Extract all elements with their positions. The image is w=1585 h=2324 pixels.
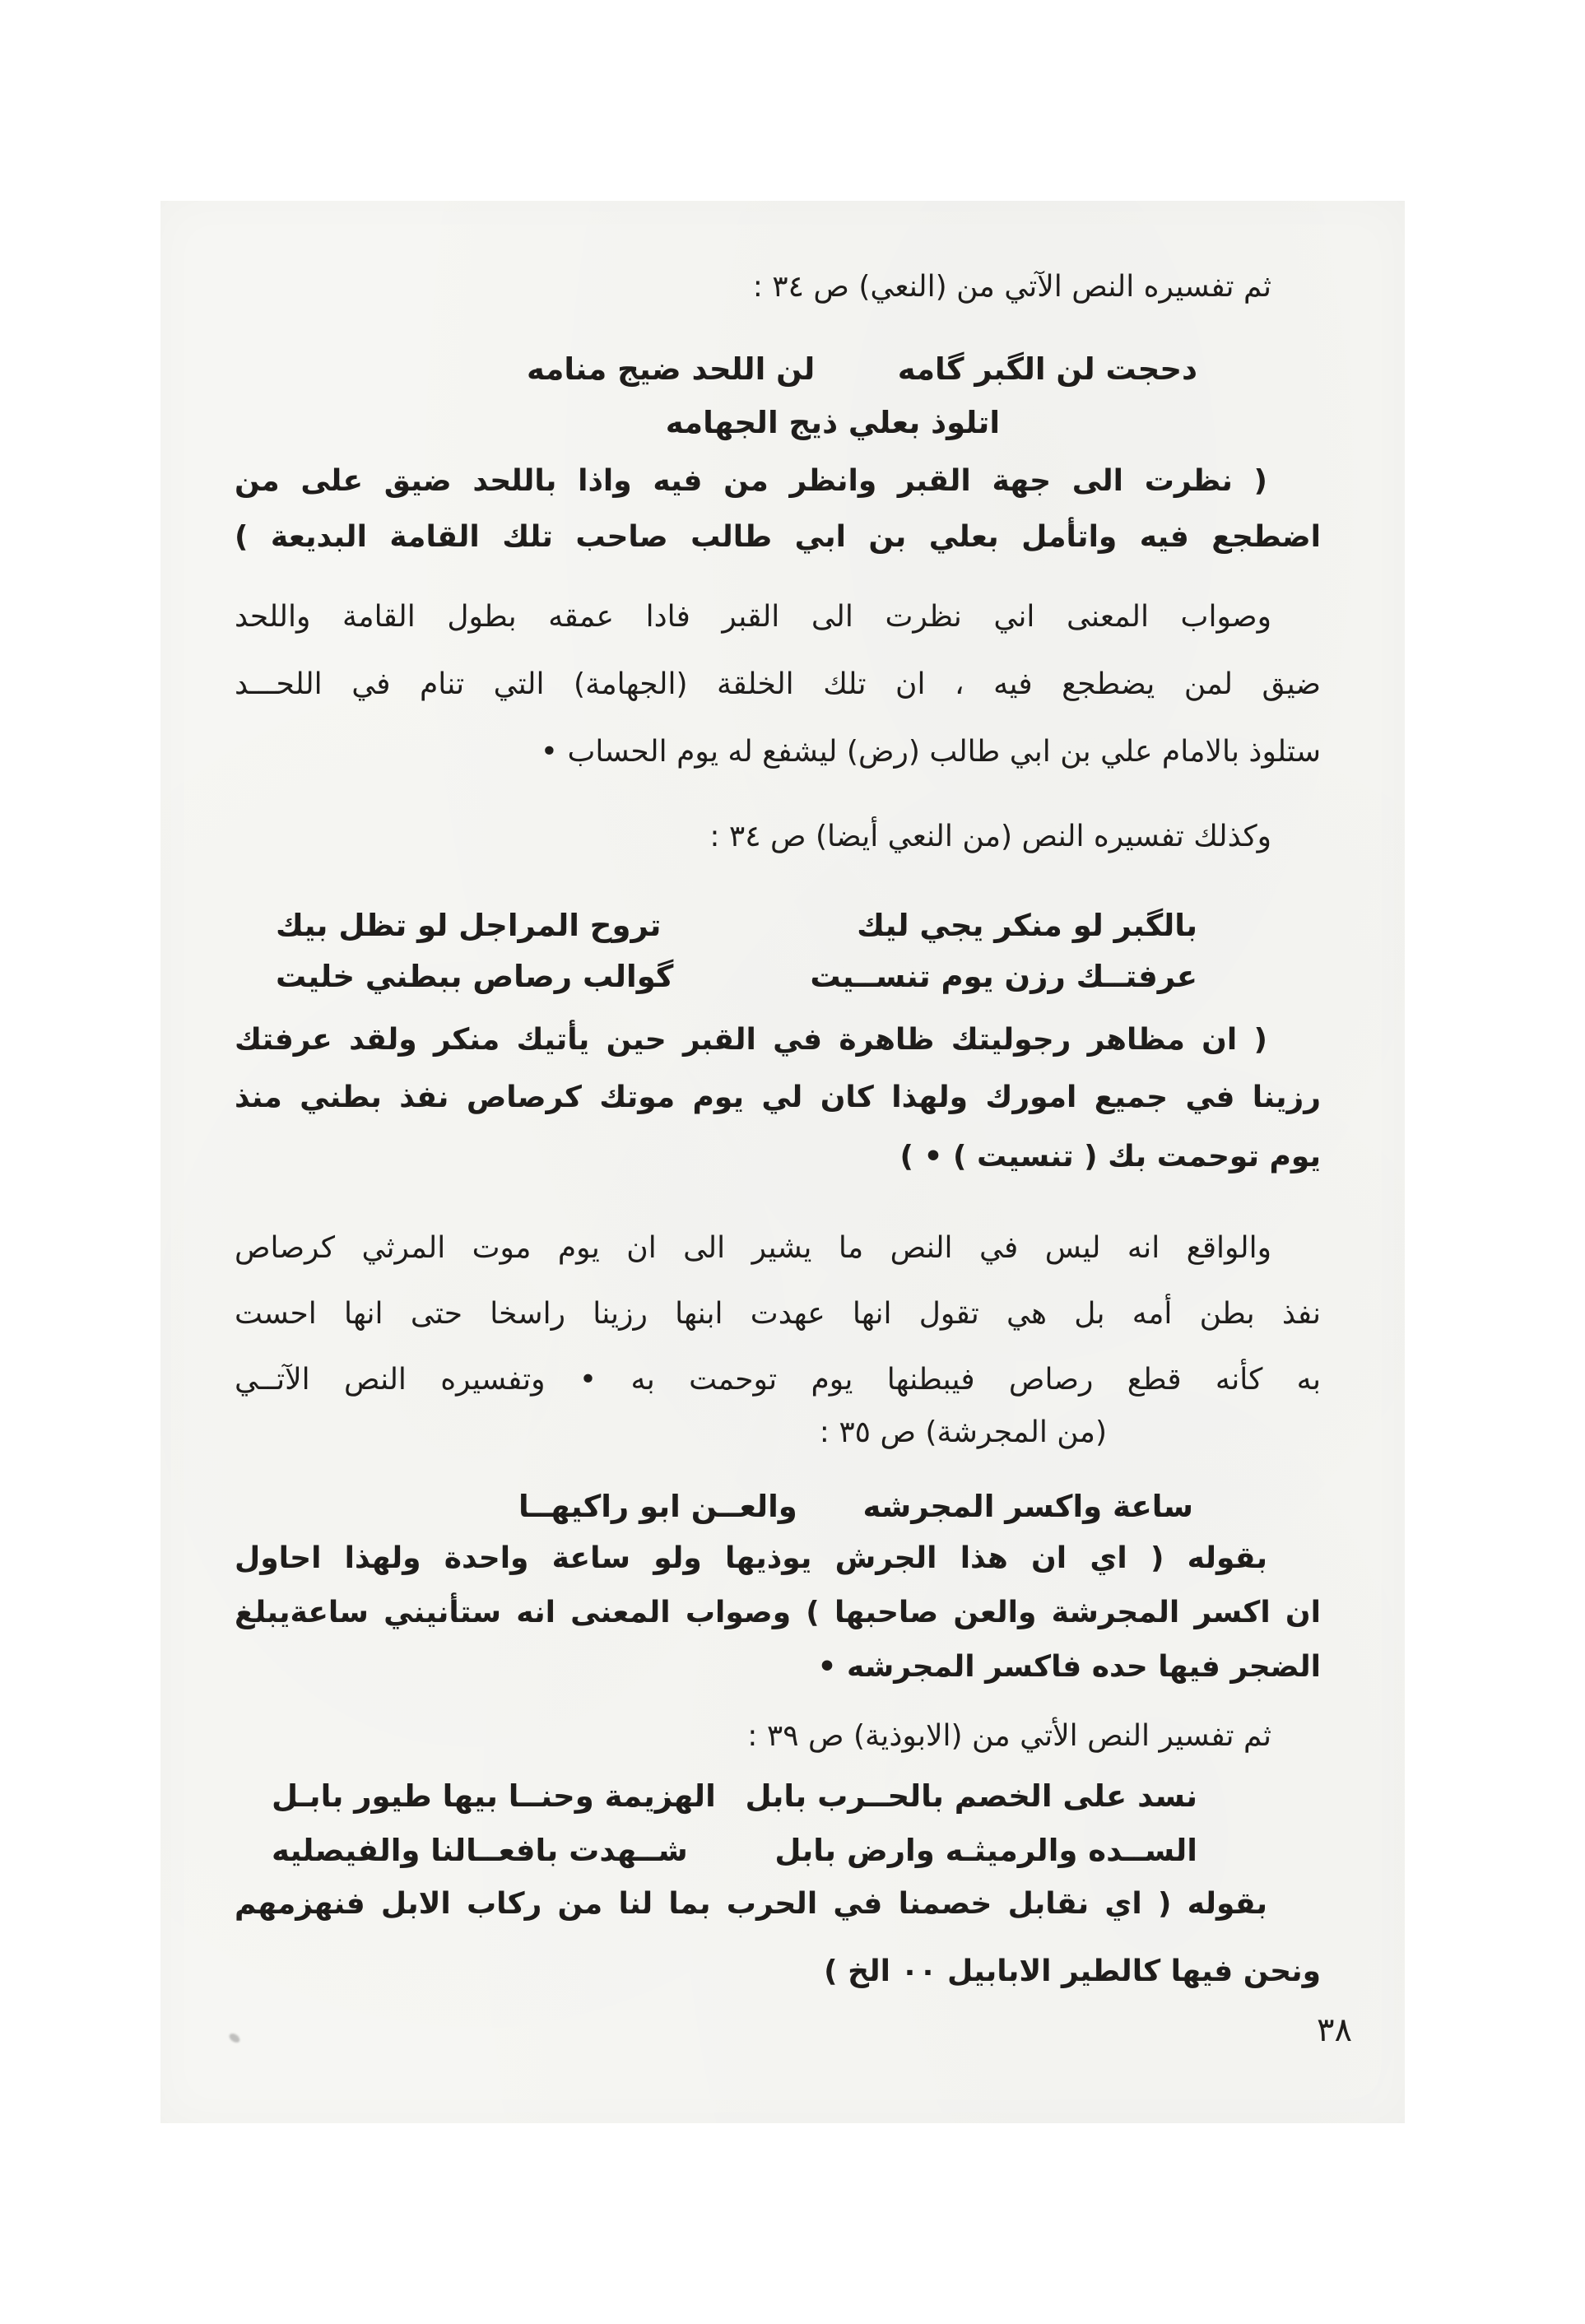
explanation-line: ضيق لمن يضطجع فيه ، ان تلك الخلقة (الجهامة) التي تنام في اللحـــد [235,667,1321,701]
quote-paragraph-line: بقوله ( اي ان هذا الجرش يوذيها ولو ساعة واحدة ولهذا احاول [235,1541,1267,1575]
explanation-line: (من المجرشة) ص ٣٥ : [819,1415,1107,1449]
quote-paragraph-line: يوم توحمت بك ( تنسيت ) • ) [899,1140,1321,1174]
explanation-line: ستلوذ بالامام علي بن ابي طالب (رض) ليشفع له يوم الحساب • [540,735,1321,769]
explanation-line: به كأنه قطع رصاص فيبطنها يوم توحمت به • وتفسيره النص الآتــي [235,1363,1321,1397]
hemistich: ساعة واكسر المجرشه [862,1489,1193,1524]
page-number-label: ٣٨ [1317,2011,1352,2049]
page-content [235,201,1352,2123]
hemistich: عرفتــك رزن يوم تنســيت [810,959,1197,994]
section-intro-naii: ثم تفسيره النص الآتي من (النعي) ص ٣٤ : [752,270,1271,304]
verse-closing-line: اتلوذ بعلي ذيج الجهامه [665,405,1000,440]
quote-paragraph-line: اضطجع فيه واتأمل بعلي بن ابي طالب صاحب تلك القامة البديعة ) [235,520,1321,554]
hemistich: والعــن ابو راكيهــا [518,1489,797,1524]
section-intro-abudhiyya: ثم تفسير النص الأتي من (الابوذية) ص ٣٩ : [747,1719,1271,1753]
verse-row [518,1486,1193,1527]
verse-row [272,1776,1197,1817]
verse-row [276,956,1197,997]
hemistich: بالگبر لو منكر يجي ليك [857,908,1197,943]
section-intro-naii-2: وكذلك تفسيره النص (من النعي أيضا) ص ٣٤ : [709,820,1271,853]
hemistich: لن اللحد ضيج منامه [527,351,816,387]
verse-row [527,349,1197,390]
hemistich: دحجت لن الگبر گامه [897,351,1197,387]
quote-paragraph-line: الضجر فيها حده فاكسر المجرشه • [817,1650,1321,1684]
verse-row [276,905,1197,946]
hemistich: شــهدت بافعــالنا والفيصليه [272,1833,688,1868]
quote-paragraph-line: ان اكسر المجرشة والعن صاحبها ) وصواب المعنى انه ستأنيني ساعةيبلغ [235,1596,1321,1629]
explanation-line: والواقع انه ليس في النص ما يشير الى ان يوم موت المرثي كرصاص [235,1231,1271,1265]
hemistich: تروح المراجل لو تظل بيك [276,908,662,943]
quote-paragraph-line: بقوله ( اي نقابل خصمنا في الحرب بما لنا من ركاب الابل فنهزمهم [235,1887,1267,1921]
quote-paragraph-line: ( ان مظاهر رجوليتك ظاهرة في القبر حين يأتيك منكر ولقد عرفتك [235,1023,1267,1057]
quote-paragraph-line: ( نظرت الى جهة القبر وانظر من فيه واذا باللحد ضيق على من [235,464,1267,498]
hemistich: گوالب رصاص ببطني خليت [276,959,674,994]
explanation-line: وصواب المعنى اني نظرت الى القبر فادا عمقه بطول القامة واللحد [235,600,1271,634]
hemistich: الســده والرميثـه وارض بابل [774,1833,1197,1868]
page-scan [160,201,1405,2123]
quote-paragraph-line: رزينا في جميع امورك ولهذا كان لي يوم موتك كرصاص نفذ بطني منذ [235,1081,1321,1114]
quote-paragraph-line: ونحن فيها كالطير الابابيل ٠٠ الخ ) [824,1954,1321,1988]
hemistich: نسد على الخصم بالحــرب بابل [745,1778,1197,1814]
hemistich: الهزيمة وحنــا بيها طيور بابـل [272,1778,716,1814]
explanation-line: نفذ بطن أمه بل هي تقول انها عهدت ابنها رزينا راسخا حتى انها احست [235,1297,1321,1331]
verse-row [272,1830,1197,1871]
